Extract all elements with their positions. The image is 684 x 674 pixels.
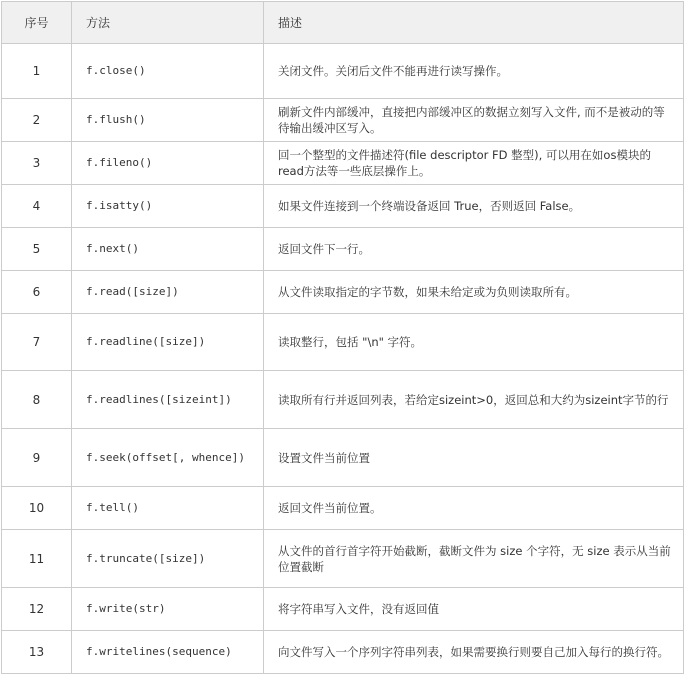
row-index: 12 xyxy=(2,588,72,631)
row-method: f.readline([size]) xyxy=(72,314,264,371)
row-index: 2 xyxy=(2,99,72,142)
row-description: 设置文件当前位置 xyxy=(264,429,684,487)
row-index: 9 xyxy=(2,429,72,487)
row-method: f.isatty() xyxy=(72,185,264,228)
header-method: 方法 xyxy=(72,2,264,44)
table-row xyxy=(2,185,684,228)
table-row xyxy=(2,530,684,588)
row-description: 刷新文件内部缓冲，直接把内部缓冲区的数据立刻写入文件, 而不是被动的等待输出缓冲区写入。 xyxy=(264,99,684,142)
row-method: f.next() xyxy=(72,228,264,271)
row-description: 从文件读取指定的字节数，如果未给定或为负则读取所有。 xyxy=(264,271,684,314)
row-description: 关闭文件。关闭后文件不能再进行读写操作。 xyxy=(264,44,684,99)
file-methods-table xyxy=(1,1,684,674)
header-row xyxy=(2,2,684,44)
row-description: 回一个整型的文件描述符(file descriptor FD 整型), 可以用在如os模块的read方法等一些底层操作上。 xyxy=(264,142,684,185)
row-method: f.fileno() xyxy=(72,142,264,185)
row-method: f.tell() xyxy=(72,487,264,530)
row-index: 8 xyxy=(2,371,72,429)
row-description: 如果文件连接到一个终端设备返回 True，否则返回 False。 xyxy=(264,185,684,228)
table-row xyxy=(2,271,684,314)
table-row xyxy=(2,99,684,142)
row-method: f.write(str) xyxy=(72,588,264,631)
row-index: 13 xyxy=(2,631,72,674)
row-index: 6 xyxy=(2,271,72,314)
table-row xyxy=(2,487,684,530)
table-row xyxy=(2,429,684,487)
row-description: 将字符串写入文件，没有返回值 xyxy=(264,588,684,631)
table-row xyxy=(2,142,684,185)
table-body xyxy=(2,44,684,674)
row-description: 读取整行，包括 "\n" 字符。 xyxy=(264,314,684,371)
table-row xyxy=(2,631,684,674)
row-index: 7 xyxy=(2,314,72,371)
row-method: f.writelines(sequence) xyxy=(72,631,264,674)
row-index: 4 xyxy=(2,185,72,228)
table-row xyxy=(2,371,684,429)
row-description: 返回文件当前位置。 xyxy=(264,487,684,530)
row-method: f.close() xyxy=(72,44,264,99)
table-row xyxy=(2,588,684,631)
row-method: f.seek(offset[, whence]) xyxy=(72,429,264,487)
header-index: 序号 xyxy=(2,2,72,44)
row-index: 3 xyxy=(2,142,72,185)
row-method: f.truncate([size]) xyxy=(72,530,264,588)
row-method: f.read([size]) xyxy=(72,271,264,314)
row-description: 读取所有行并返回列表，若给定sizeint>0，返回总和大约为sizeint字节的行 xyxy=(264,371,684,429)
row-method: f.flush() xyxy=(72,99,264,142)
row-index: 11 xyxy=(2,530,72,588)
row-description: 返回文件下一行。 xyxy=(264,228,684,271)
row-description: 从文件的首行首字符开始截断，截断文件为 size 个字符，无 size 表示从当前位置截断 xyxy=(264,530,684,588)
row-index: 1 xyxy=(2,44,72,99)
row-description: 向文件写入一个序列字符串列表，如果需要换行则要自己加入每行的换行符。 xyxy=(264,631,684,674)
row-method: f.readlines([sizeint]) xyxy=(72,371,264,429)
row-index: 10 xyxy=(2,487,72,530)
table-row xyxy=(2,228,684,271)
header-description: 描述 xyxy=(264,2,684,44)
table-row xyxy=(2,314,684,371)
table-row xyxy=(2,44,684,99)
row-index: 5 xyxy=(2,228,72,271)
